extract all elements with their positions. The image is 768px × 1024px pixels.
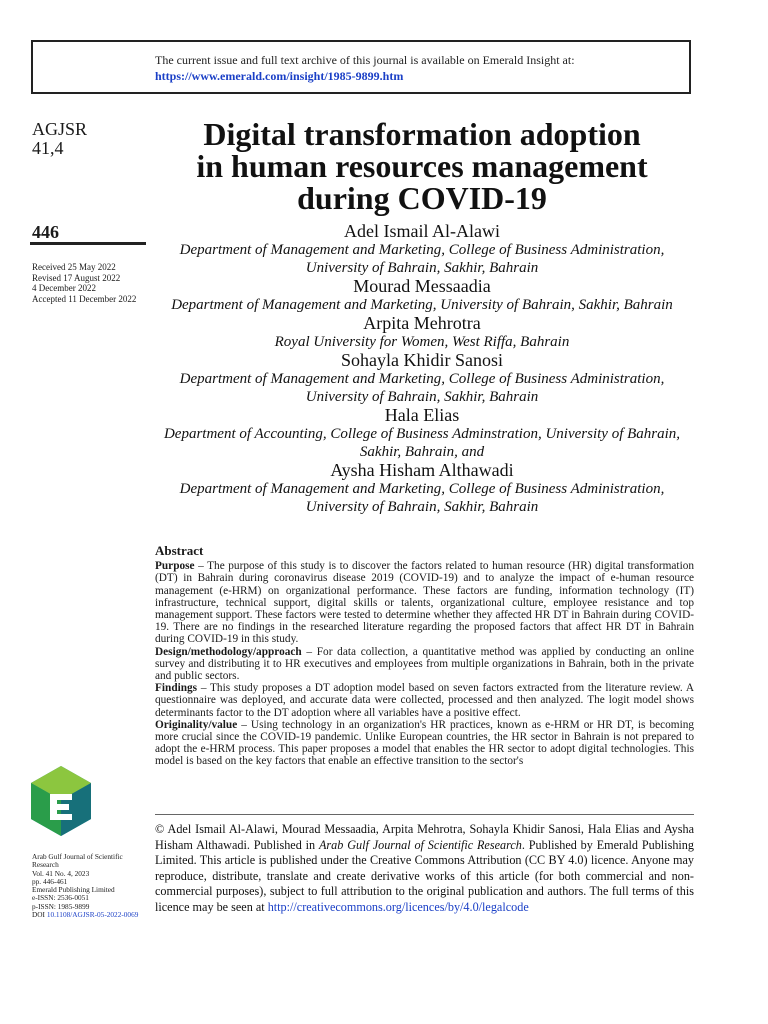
- archive-link[interactable]: https://www.emerald.com/insight/1985-9899.htm: [155, 69, 404, 83]
- author-list: [150, 222, 694, 516]
- date-received: Received 25 May 2022: [32, 262, 116, 272]
- author-affiliation: Sakhir, Bahrain, and: [359, 444, 485, 460]
- section-label: Originality/value: [155, 718, 238, 731]
- author-affiliation: University of Bahrain, Sakhir, Bahrain: [305, 389, 539, 405]
- title-line: Digital transformation adoption: [203, 116, 641, 152]
- pages-line: pp. 446-461: [32, 876, 68, 886]
- journal-name: Arab Gulf Journal of Scientific Research: [318, 837, 522, 852]
- section-label: Purpose: [155, 560, 195, 573]
- section-text: Using technology in an organization's HR practices, known as e-HRM or HR DT, is becoming more crucial since the COVID-19 pandemic. Unlike European countries, the HR sector in Bahrain is not prepared to adopt the e-HRM process. This paper proposes a model that enables the HR sector to adopt digital technologies. This model is based on the key factors that enable an effective transition to the sector's: [155, 718, 694, 768]
- license-link[interactable]: http://creativecommons.org/licences/by/4.0/legalcode: [267, 899, 529, 914]
- publisher-line: Emerald Publishing Limited: [32, 885, 115, 895]
- pissn-line: p-ISSN: 1985-9899: [32, 901, 90, 911]
- author-name: Hala Elias: [384, 405, 460, 425]
- doi-prefix: DOI: [32, 910, 45, 920]
- emerald-logo-icon: [31, 766, 91, 838]
- section-text: For data collection, a quantitative method was applied by conducting an online survey and distributing it to HR executives and employees from multiple organizations in Bahrain, both in the private and public sectors.: [155, 645, 694, 683]
- author-affiliation: Department of Management and Marketing, College of Business Administration,: [179, 242, 665, 258]
- journal-info: [32, 853, 147, 919]
- author-affiliation: University of Bahrain, Sakhir, Bahrain: [305, 499, 539, 515]
- abstract: [155, 545, 694, 796]
- section-separator: –: [194, 560, 208, 573]
- author-affiliation: University of Bahrain, Sakhir, Bahrain: [305, 260, 539, 276]
- date-revised-2: 4 December 2022: [32, 283, 96, 293]
- date-accepted: Accepted 11 December 2022: [32, 293, 137, 304]
- section-label: Design/methodology/approach: [155, 645, 302, 658]
- author-affiliation: Royal University for Women, West Riffa, Bahrain: [274, 334, 570, 350]
- license-text: . Published by Emerald Publishing Limited. This article is published under the Creative Commons Attribution (CC BY 4.0) licence. Anyone may reproduce, distribute, translate and create derivative works of this article (for both commercial and non-commercial purposes), subject to full attribution to the original publication and authors. The full terms of this licence may be seen at: [155, 837, 694, 914]
- license-divider: [155, 814, 694, 815]
- journal-name-line-1: Arab Gulf Journal of Scientific: [32, 852, 123, 861]
- section-text: This study proposes a DT adoption model based on seven factors extracted from the literature review. A questionnaire was deployed, and accurate data were collected, processed and then analyzed. The logit model shows determinants factor to the DT adoption where all variables have a positive effect.: [155, 682, 694, 719]
- author-name: Sohayla Khidir Sanosi: [341, 350, 503, 370]
- author-name: Adel Ismail Al-Alawi: [344, 221, 500, 241]
- license-notice: [155, 822, 694, 915]
- eissn-line: e-ISSN: 2536-0051: [32, 893, 89, 903]
- section-label: Findings: [155, 682, 198, 695]
- title-line: during COVID-19: [297, 180, 547, 216]
- abstract-purpose: [155, 560, 694, 645]
- volume-line: Vol. 41 No. 4, 2023: [32, 868, 90, 878]
- author-affiliation: Department of Management and Marketing, College of Business Administration,: [179, 481, 665, 497]
- author-name: Aysha Hisham Althawadi: [330, 460, 514, 480]
- volume-issue: 41,4: [32, 138, 64, 158]
- journal-archive-banner: [31, 40, 691, 94]
- submission-dates: [32, 262, 152, 304]
- doi-line: [32, 911, 147, 919]
- section-text: The purpose of this study is to discover the factors related to human resource (HR) digital transformation (DT) in Bahrain during coronavirus disease 2019 (COVID-19) and to analyze the impact of e-human resource management (e-HRM) on organizational performance. These factors are funding, information technology (IT) infrastructure, technical support, digital skills or talents, organizational culture, employee resistance and top management support. These factors were tested to determine whether they affected HR DT in Bahrain during COVID-19. There are no findings in the researched literature regarding the proposed factors that affect HR DT in Bahrain during COVID-19 in this study.: [155, 560, 694, 646]
- archive-text: The current issue and full text archive of this journal is available on Emerald Insight at:: [155, 53, 575, 67]
- author-affiliation: Department of Management and Marketing, College of Business Administration,: [179, 371, 665, 387]
- author-affiliation: Department of Accounting, College of Business Adminstration, University of Bahrain,: [163, 426, 681, 442]
- abstract-findings: [155, 682, 694, 719]
- doi-link[interactable]: 10.1108/AGJSR-05-2022-0069: [46, 910, 139, 920]
- author-name: Arpita Mehrotra: [363, 313, 481, 333]
- abstract-originality: [155, 719, 694, 768]
- page-number-rule: [30, 242, 146, 245]
- author-name: Mourad Messaadia: [353, 276, 491, 296]
- author-affiliation: Department of Management and Marketing, University of Bahrain, Sakhir, Bahrain: [171, 297, 673, 313]
- abstract-body: [155, 560, 694, 796]
- section-separator: –: [197, 682, 211, 695]
- section-separator: –: [301, 645, 317, 658]
- abstract-heading: Abstract: [155, 543, 204, 558]
- license-text: © Adel Ismail Al-Alawi, Mourad Messaadia, Arpita Mehrotra, Sohayla Khidir Sanosi, Hala Elias and Aysha Hisham Althawadi. Published in: [155, 822, 694, 852]
- abstract-design: [155, 646, 694, 683]
- section-separator: –: [237, 718, 251, 731]
- article-title: [150, 118, 694, 214]
- journal-name-line-2: Research: [32, 860, 59, 870]
- page-number: 446: [32, 222, 59, 242]
- title-line: in human resources management: [196, 148, 648, 184]
- date-revised: Revised 17 August 2022: [32, 272, 121, 283]
- journal-abbreviation: AGJSR: [32, 119, 88, 139]
